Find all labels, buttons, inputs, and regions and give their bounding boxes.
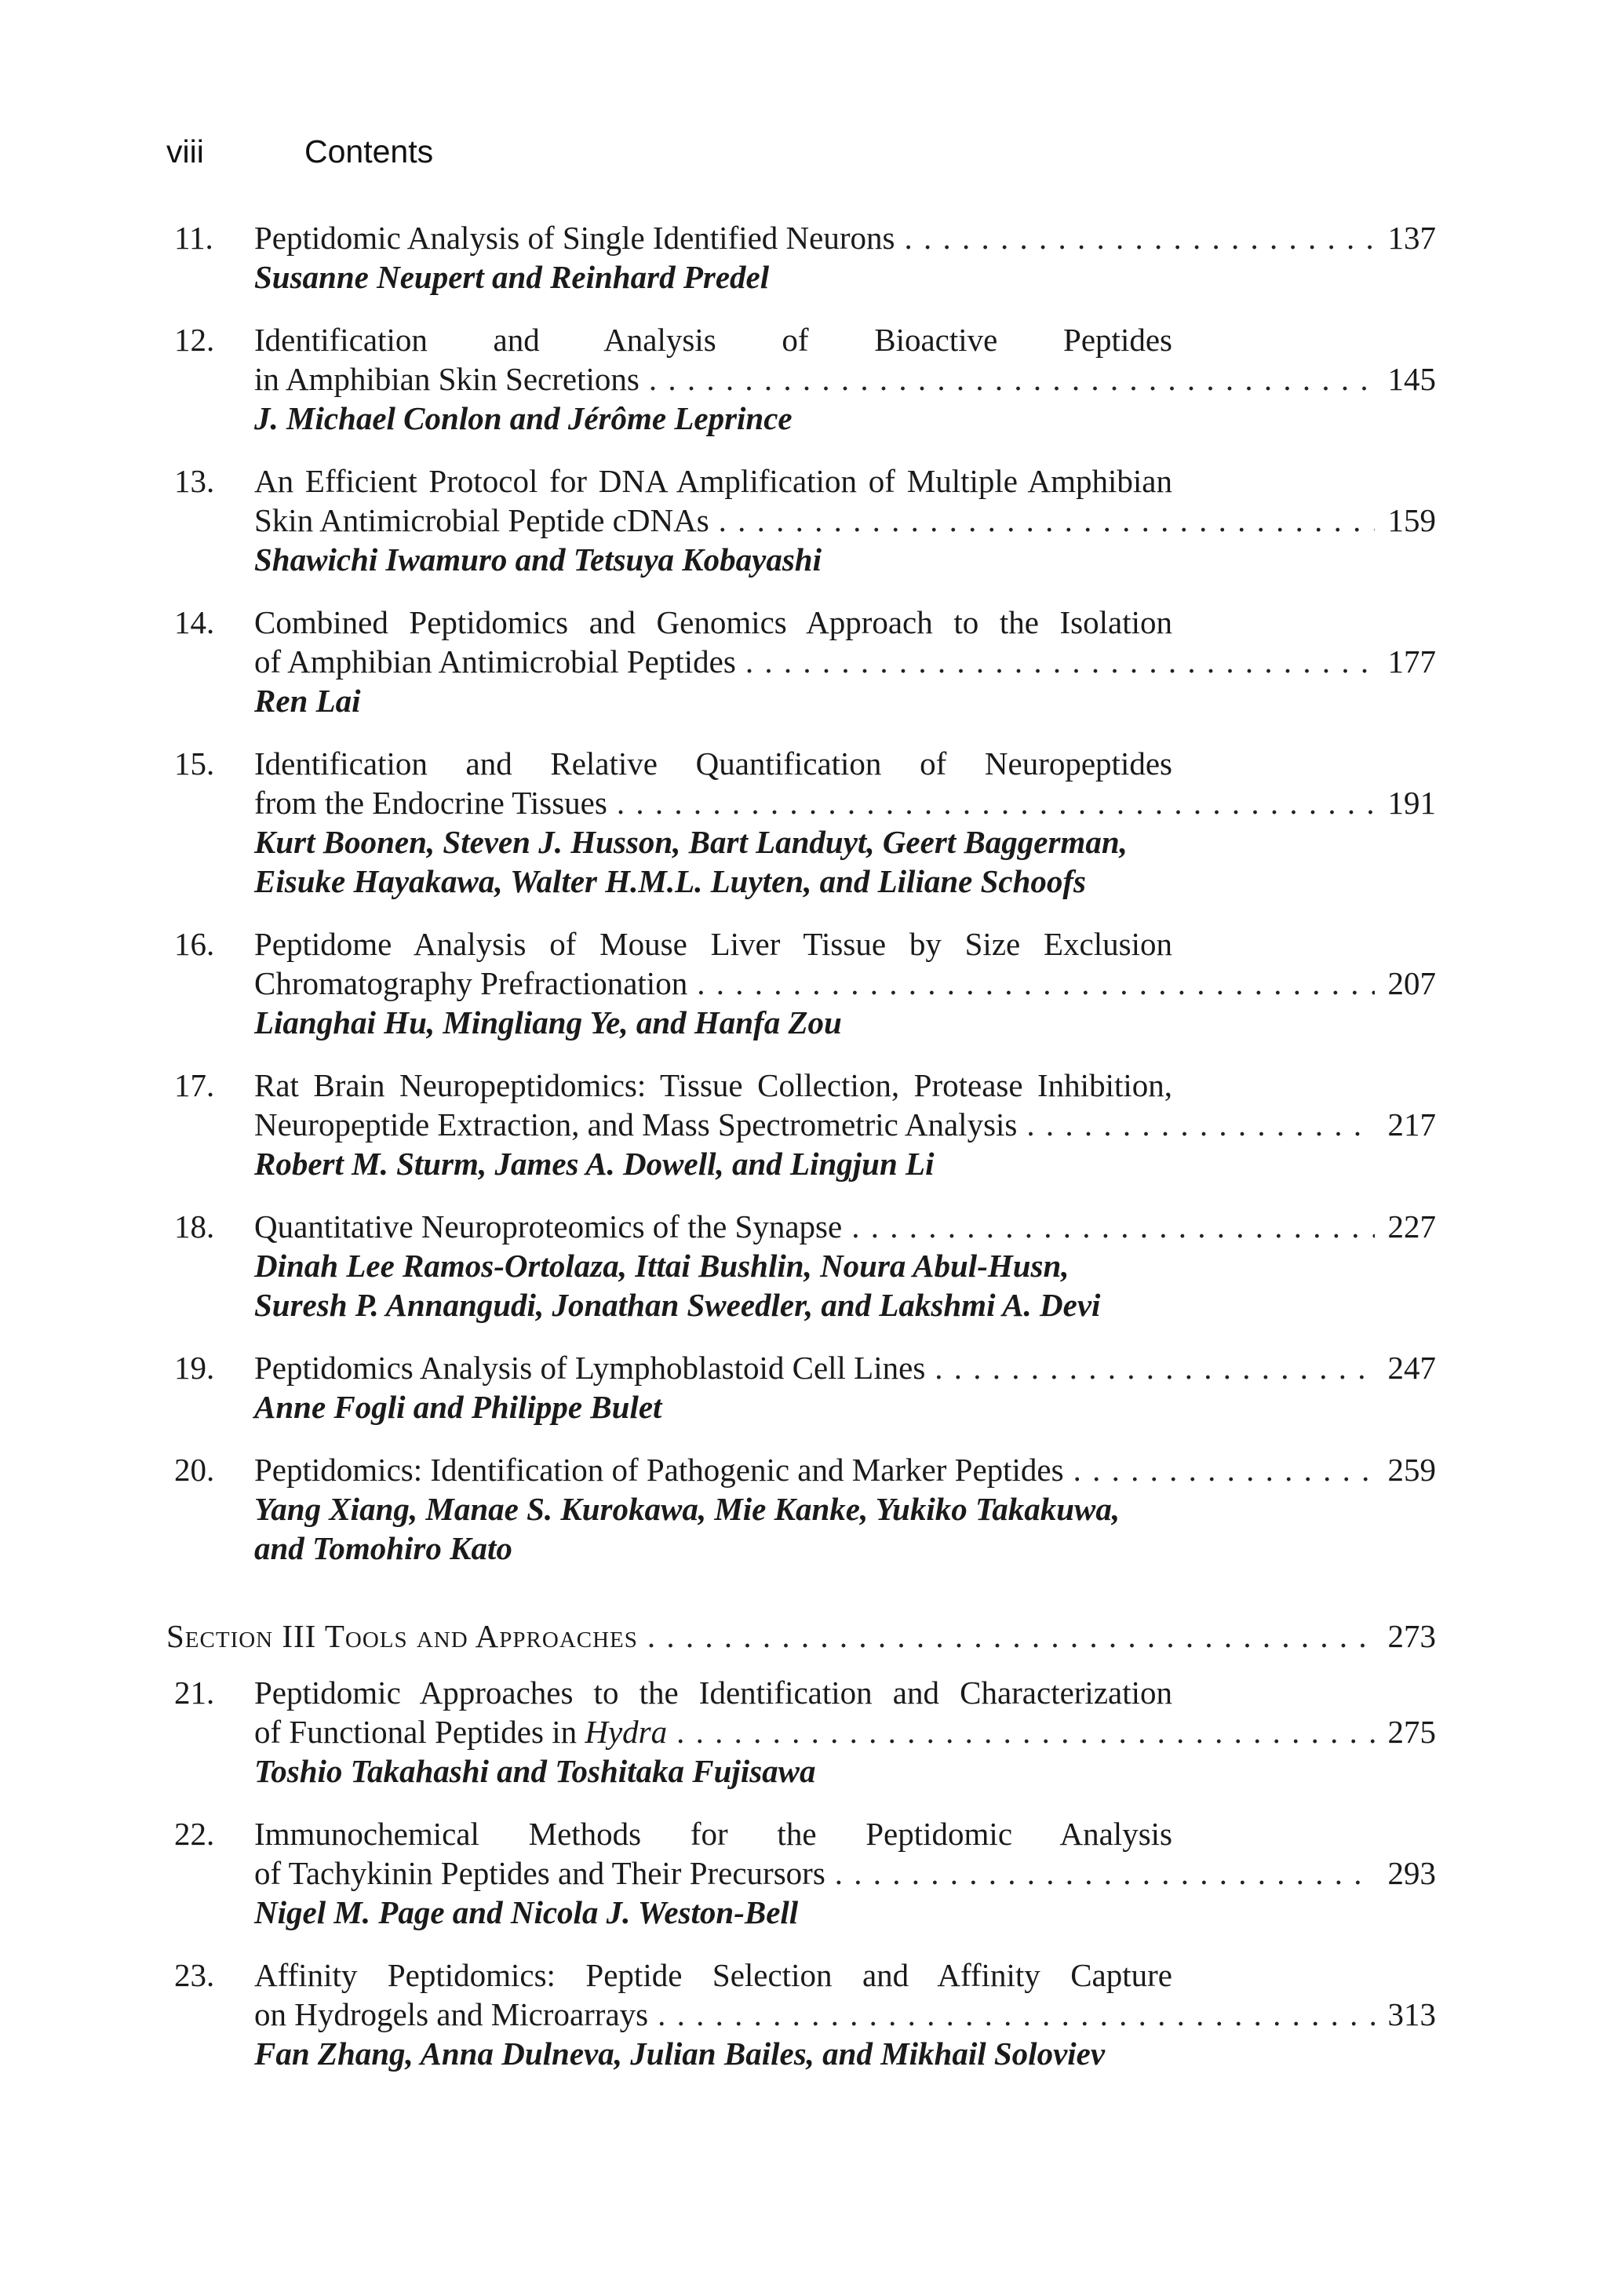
page-number: 191: [1387, 785, 1436, 821]
dot-leader: [647, 1616, 1375, 1656]
dot-leader: [617, 783, 1375, 822]
toc-entry[interactable]: [166, 1066, 1436, 1183]
chapter-title-line: An Efficient Protocol for DNA Amplification of Multiple Amphibian: [254, 463, 1172, 499]
toc-entry[interactable]: [166, 924, 1436, 1042]
chapter-title-line: [254, 1450, 1064, 1489]
chapter-number: 12.: [174, 322, 215, 358]
dot-leader: [697, 964, 1375, 1003]
chapter-title-line: Combined Peptidomics and Genomics Approach to the Isolation: [254, 604, 1172, 640]
chapter-title-text: Quantitative Neuroproteomics of the Synapse: [254, 1208, 843, 1245]
chapter-title-row: [254, 1995, 1436, 2034]
chapter-title-italic: Hydra: [585, 1714, 668, 1750]
dot-leader: [1026, 1105, 1375, 1144]
page-number: 145: [1387, 361, 1436, 397]
page-number: 259: [1387, 1452, 1436, 1488]
chapter-title-row: [254, 1348, 1436, 1387]
chapter-title-line: [254, 1207, 842, 1246]
chapter-number: 14.: [174, 604, 215, 640]
chapter-title-text: Peptidomics Analysis of Lymphoblastoid Cell Lines: [254, 1350, 926, 1386]
page-number: 217: [1387, 1106, 1436, 1143]
chapter-title-line: Identification and Analysis of Bioactive Peptides: [254, 322, 1172, 358]
chapter-authors: Toshio Takahashi and Toshitaka Fujisawa: [254, 1753, 816, 1789]
chapter-title-row: [254, 1712, 1436, 1751]
chapter-title-row: [254, 1105, 1436, 1144]
chapter-number: 18.: [174, 1208, 215, 1245]
toc-entry[interactable]: [166, 1814, 1436, 1932]
toc-entry[interactable]: [166, 1348, 1436, 1427]
chapter-title-text: on Hydrogels and Microarrays: [254, 1996, 649, 2032]
chapter-title-text: of Functional Peptides in: [254, 1714, 578, 1750]
chapter-title-line: [254, 218, 895, 257]
page-number: 275: [1387, 1714, 1436, 1750]
chapter-authors: and Tomohiro Kato: [254, 1530, 512, 1566]
chapter-number: 23.: [174, 1957, 215, 1993]
dot-leader: [745, 642, 1375, 681]
chapter-title-row: [254, 1450, 1436, 1489]
chapter-title-text: of Amphibian Antimicrobial Peptides: [254, 643, 736, 680]
dot-leader: [935, 1348, 1375, 1387]
toc-entry[interactable]: [166, 744, 1436, 901]
running-title: Contents: [304, 133, 434, 169]
page-number: 137: [1387, 220, 1436, 256]
chapter-title-text: Peptidomics: Identification of Pathogenic and Marker Peptides: [254, 1452, 1064, 1488]
section-title: Section III Tools and Approaches: [166, 1618, 638, 1654]
section-page: 273: [1387, 1618, 1436, 1654]
chapter-title-line: [254, 1105, 1017, 1144]
chapter-authors: Nigel M. Page and Nicola J. Weston-Bell: [254, 1894, 799, 1930]
chapter-title-line: [254, 1712, 667, 1751]
chapter-authors: Fan Zhang, Anna Dulneva, Julian Bailes, and Mikhail Soloviev: [254, 2035, 1106, 2072]
chapter-number: 16.: [174, 926, 215, 962]
chapter-title-line: [254, 783, 607, 822]
chapter-list: [166, 218, 1436, 1568]
page-number: 177: [1387, 643, 1436, 680]
chapter-title-line: [254, 642, 736, 681]
chapter-title-text: in Amphibian Skin Secretions: [254, 361, 640, 397]
chapter-authors: J. Michael Conlon and Jérôme Leprince: [254, 400, 793, 436]
section-chapter-list: [166, 1673, 1436, 2073]
dot-leader: [904, 218, 1375, 257]
page-number: 293: [1387, 1855, 1436, 1891]
chapter-number: 22.: [174, 1816, 215, 1852]
running-header: [166, 133, 433, 170]
chapter-number: 13.: [174, 463, 215, 499]
chapter-title-line: Peptidome Analysis of Mouse Liver Tissue by Size Exclusion: [254, 926, 1172, 962]
dot-leader: [676, 1712, 1375, 1751]
chapter-authors: Lianghai Hu, Mingliang Ye, and Hanfa Zou: [254, 1004, 842, 1040]
chapter-title-line: [254, 359, 640, 399]
chapter-title-line: Immunochemical Methods for the Peptidomic Analysis: [254, 1816, 1172, 1852]
page-number: 159: [1387, 502, 1436, 538]
toc-entry[interactable]: [166, 1450, 1436, 1568]
chapter-title-line: [254, 1995, 648, 2034]
toc-entry[interactable]: [166, 461, 1436, 579]
page-number: 207: [1387, 965, 1436, 1001]
chapter-number: 15.: [174, 745, 215, 782]
dot-leader: [851, 1207, 1375, 1246]
page-number: 227: [1387, 1208, 1436, 1245]
chapter-authors: Suresh P. Annangudi, Jonathan Sweedler, and Lakshmi A. Devi: [254, 1287, 1101, 1323]
chapter-title-row: [254, 501, 1436, 540]
dot-leader: [719, 501, 1375, 540]
toc-entry[interactable]: [166, 1673, 1436, 1791]
chapter-number: 19.: [174, 1350, 215, 1386]
chapter-title-text: Peptidomic Analysis of Single Identified Neurons: [254, 220, 895, 256]
chapter-title-text: Chromatography Prefractionation: [254, 965, 688, 1001]
table-of-contents: [166, 218, 1436, 2097]
chapter-title-line: [254, 1853, 825, 1893]
chapter-number: 11.: [174, 220, 213, 256]
chapter-authors: Dinah Lee Ramos-Ortolaza, Ittai Bushlin, Noura Abul-Husn,: [254, 1248, 1070, 1284]
chapter-authors: Ren Lai: [254, 683, 361, 719]
chapter-title-text: of Tachykinin Peptides and Their Precursors: [254, 1855, 825, 1891]
page-number: 247: [1387, 1350, 1436, 1386]
chapter-authors: Eisuke Hayakawa, Walter H.M.L. Luyten, and Liliane Schoofs: [254, 863, 1086, 899]
toc-entry[interactable]: [166, 218, 1436, 297]
chapter-title-row: [254, 1853, 1436, 1893]
chapter-title-text: from the Endocrine Tissues: [254, 785, 607, 821]
chapter-title-row: [254, 642, 1436, 681]
chapter-title-text: Skin Antimicrobial Peptide cDNAs: [254, 502, 709, 538]
dot-leader: [649, 359, 1375, 399]
chapter-authors: Yang Xiang, Manae S. Kurokawa, Mie Kanke, Yukiko Takakuwa,: [254, 1491, 1121, 1527]
chapter-title-text: Neuropeptide Extraction, and Mass Spectrometric Analysis: [254, 1106, 1018, 1143]
chapter-title-row: [254, 218, 1436, 257]
toc-entry[interactable]: [166, 1955, 1436, 2073]
chapter-title-row: [254, 964, 1436, 1003]
chapter-title-line: Rat Brain Neuropeptidomics: Tissue Collection, Protease Inhibition,: [254, 1067, 1172, 1103]
section-heading[interactable]: [166, 1616, 1436, 1656]
toc-entry[interactable]: [166, 320, 1436, 438]
page-number: viii: [166, 133, 204, 169]
page-number: 313: [1387, 1996, 1436, 2032]
chapter-authors: Robert M. Sturm, James A. Dowell, and Lingjun Li: [254, 1146, 935, 1182]
dot-leader: [1073, 1450, 1375, 1489]
chapter-number: 20.: [174, 1452, 215, 1488]
chapter-title-line: Affinity Peptidomics: Peptide Selection and Affinity Capture: [254, 1957, 1172, 1993]
chapter-authors: Anne Fogli and Philippe Bulet: [254, 1389, 662, 1425]
chapter-title-row: [254, 1207, 1436, 1246]
chapter-authors: Susanne Neupert and Reinhard Predel: [254, 259, 770, 295]
chapter-number: 21.: [174, 1675, 215, 1711]
chapter-authors: Shawichi Iwamuro and Tetsuya Kobayashi: [254, 541, 822, 578]
chapter-title-row: [254, 359, 1436, 399]
chapter-title-row: [254, 783, 1436, 822]
dot-leader: [658, 1995, 1375, 2034]
chapter-title-line: [254, 1348, 925, 1387]
toc-entry[interactable]: [166, 1207, 1436, 1325]
chapter-number: 17.: [174, 1067, 215, 1103]
chapter-title-line: Identification and Relative Quantification of Neuropeptides: [254, 745, 1172, 782]
chapter-title-line: [254, 501, 709, 540]
chapter-title-line: [254, 964, 687, 1003]
toc-entry[interactable]: [166, 603, 1436, 720]
dot-leader: [835, 1853, 1375, 1893]
chapter-title-line: Peptidomic Approaches to the Identification and Characterization: [254, 1675, 1172, 1711]
chapter-authors: Kurt Boonen, Steven J. Husson, Bart Landuyt, Geert Baggerman,: [254, 824, 1128, 860]
